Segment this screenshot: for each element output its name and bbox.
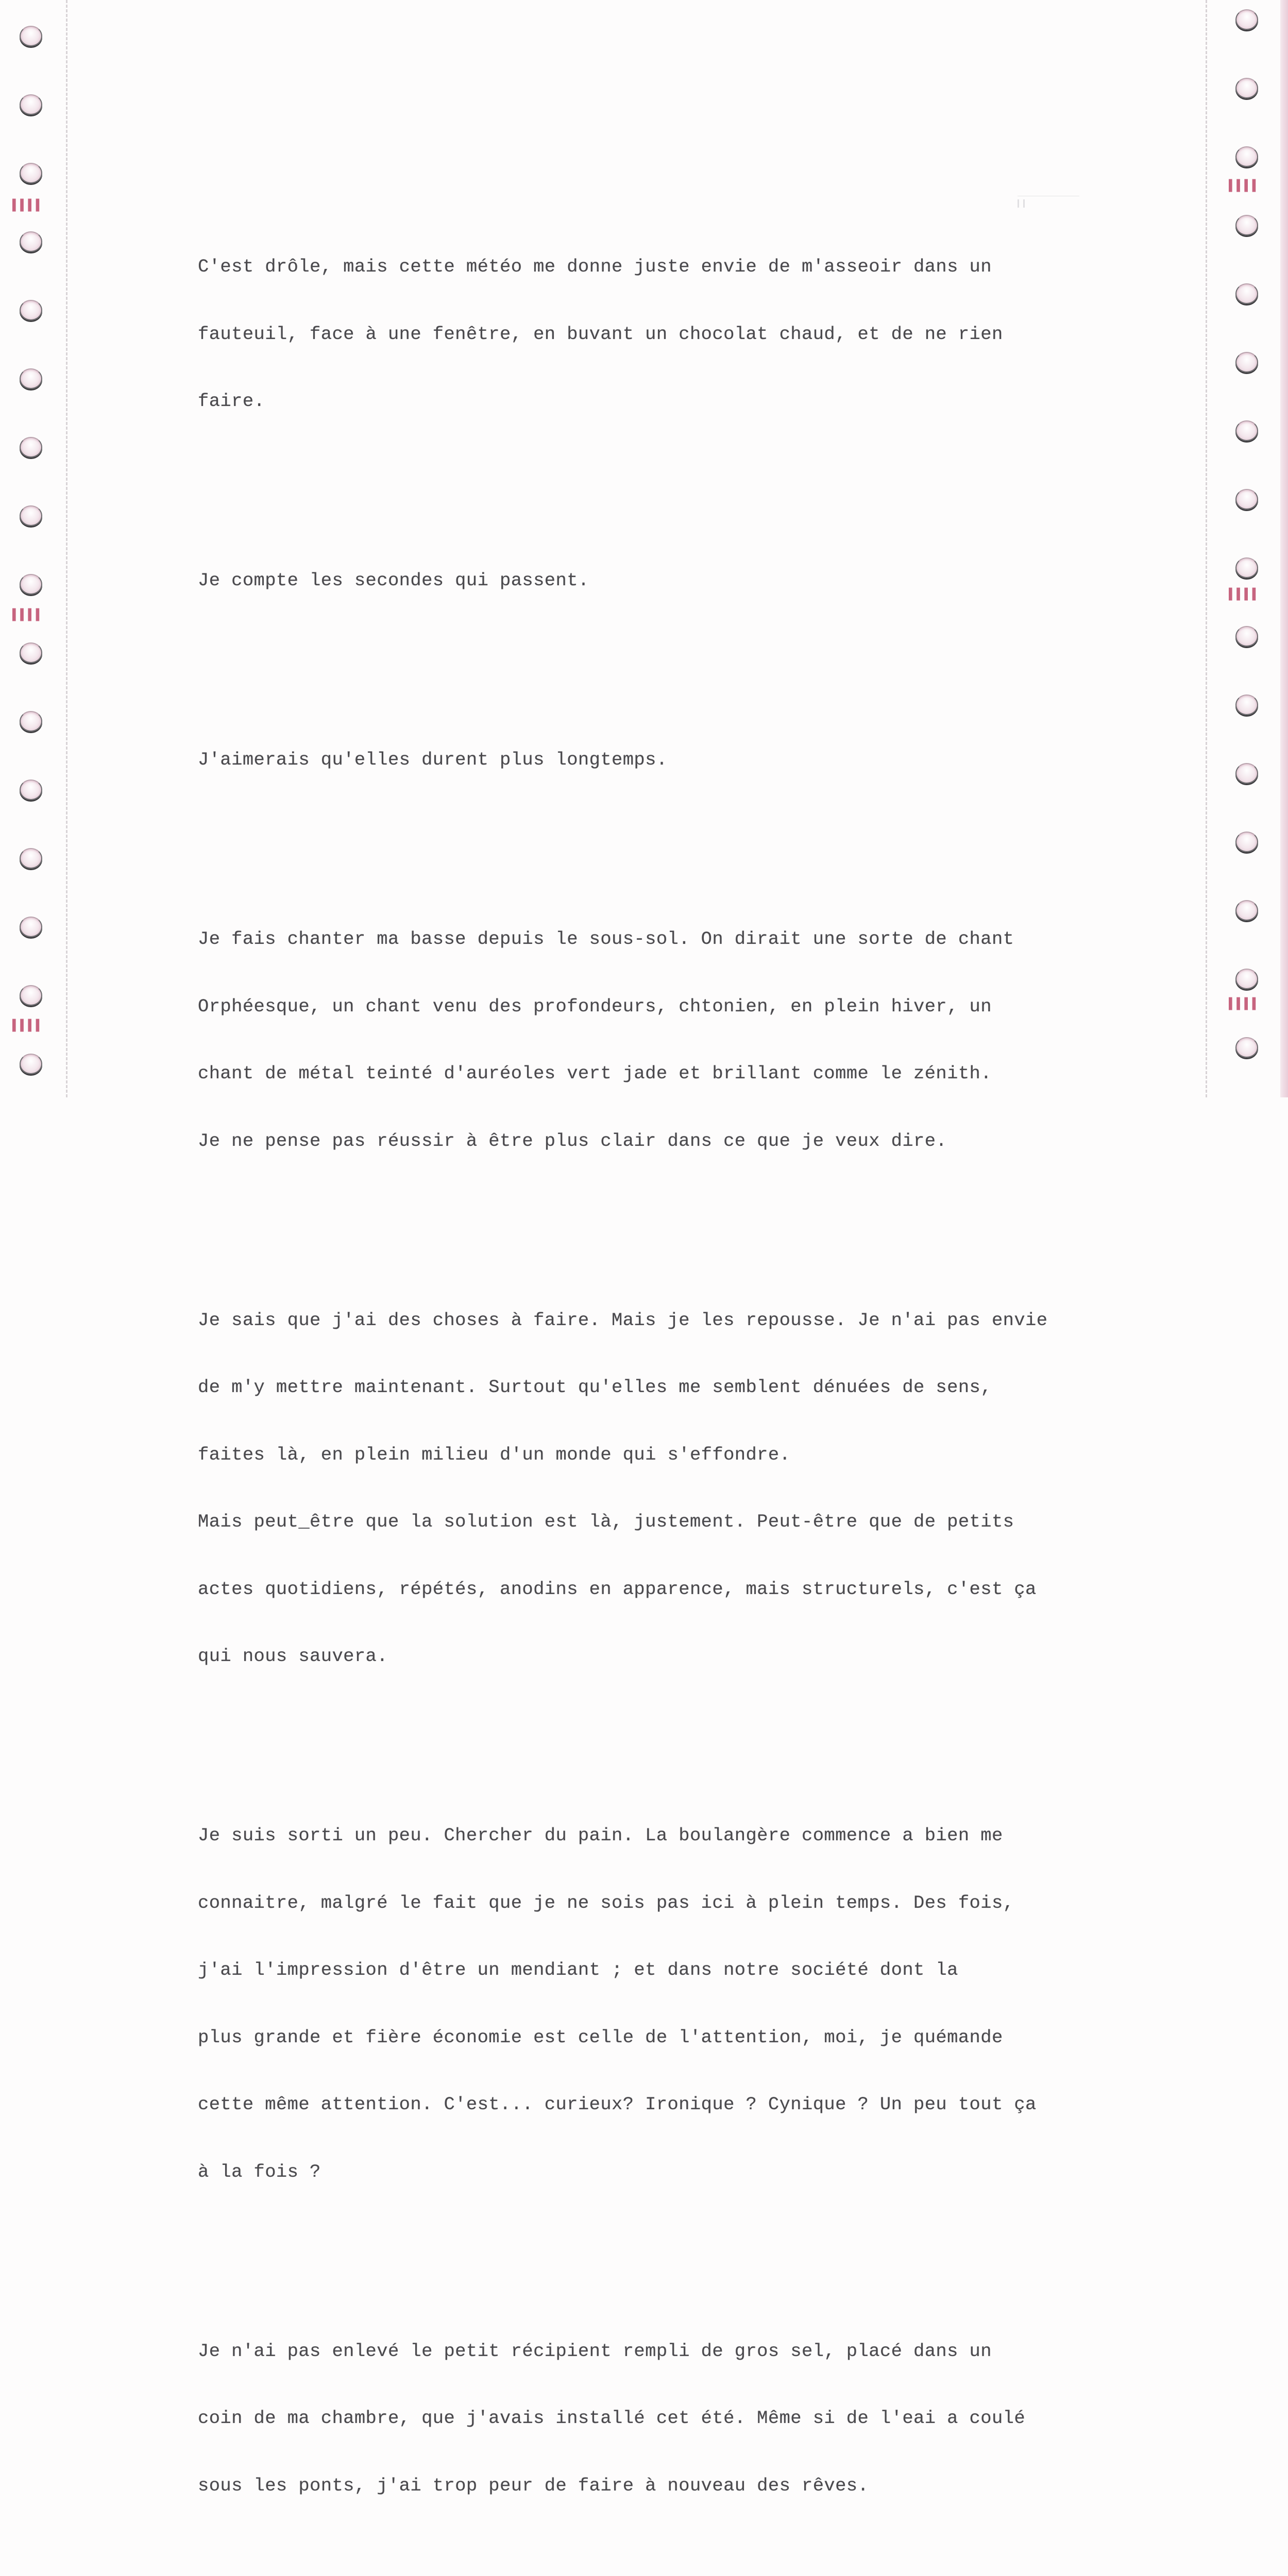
text-line: cette même attention. C'est... curieux? Ironique ? Cynique ? Un peu tout ça: [198, 2094, 1037, 2115]
paragraph-5: [198, 1264, 1084, 1713]
feed-hole: [20, 300, 42, 320]
feed-hole: [20, 848, 42, 869]
feed-hole: [20, 711, 42, 732]
feed-hole: [1235, 146, 1258, 167]
feed-hole: [1235, 626, 1258, 647]
feed-hole: [20, 642, 42, 663]
feed-hole: [1235, 832, 1258, 852]
feed-hole: [20, 985, 42, 1006]
paragraph-6: [198, 1780, 1084, 2228]
text-line: Orphéesque, un chant venu des profondeurs, chtonien, en plein hiver, un: [198, 995, 992, 1017]
perforation-mark: ▌▌▌▌: [1229, 588, 1260, 601]
feed-hole: [20, 94, 42, 115]
perforation-mark: ▌▌▌▌: [1229, 179, 1260, 192]
paragraph-7: [198, 2295, 1084, 2542]
feed-hole: [1235, 763, 1258, 784]
feed-hole: [1235, 489, 1258, 510]
text-line: faire.: [198, 391, 265, 412]
text-line: actes quotidiens, répétés, anodins en apparence, mais structurels, c'est ça: [198, 1578, 1037, 1600]
text-line: à la fois ?: [198, 2161, 321, 2182]
text-line: plus grande et fière économie est celle de l'attention, moi, je quémande: [198, 2026, 1003, 2048]
text-line: faites là, en plein milieu d'un monde qui s'effondre.: [198, 1444, 791, 1465]
left-perforation-line: [66, 0, 67, 1097]
text-line: Je n'ai pas enlevé le petit récipient rempli de gros sel, placé dans un: [198, 2340, 992, 2362]
feed-hole: [20, 437, 42, 457]
feed-hole: [20, 505, 42, 526]
feed-hole: [1235, 694, 1258, 715]
feed-hole: [20, 917, 42, 937]
feed-hole: [1235, 283, 1258, 304]
text-line: qui nous sauvera.: [198, 1646, 388, 1667]
feed-hole: [1235, 1037, 1258, 1058]
text-line: connaitre, malgré le fait que je ne sois pas ici à plein temps. Des fois,: [198, 1892, 1014, 1913]
text-line: Je compte les secondes qui passent.: [198, 570, 589, 591]
feed-hole: [20, 368, 42, 389]
text-line: Je ne pense pas réussir à être plus clair dans ce que je veux dire.: [198, 1130, 947, 1151]
feed-hole: [1235, 420, 1258, 441]
text-line: coin de ma chambre, que j'avais installé cet été. Même si de l'eai a coulé: [198, 2408, 1026, 2429]
feed-hole: [1235, 352, 1258, 372]
right-paper-edge: [1280, 0, 1288, 1097]
feed-hole: [20, 231, 42, 252]
text-line: J'aimerais qu'elles durent plus longtemps.: [198, 749, 668, 770]
feed-hole: [1235, 969, 1258, 989]
feed-hole: [20, 163, 42, 183]
feed-hole: [20, 26, 42, 46]
feed-hole: [1235, 900, 1258, 921]
feed-hole: [1235, 215, 1258, 235]
text-line: Je suis sorti un peu. Chercher du pain. La boulangère commence a bien me: [198, 1825, 1003, 1846]
feed-hole: [1235, 78, 1258, 98]
feed-hole: [1235, 557, 1258, 578]
text-line: j'ai l'impression d'être un mendiant ; et dans notre société dont la: [198, 1959, 958, 1980]
feed-hole: [20, 779, 42, 800]
text-line: Mais peut_être que la solution est là, justement. Peut-être que de petits: [198, 1511, 1014, 1532]
text-line: C'est drôle, mais cette météo me donne juste envie de m'asseoir dans un: [198, 256, 992, 277]
text-line: de m'y mettre maintenant. Surtout qu'elles me semblent dénuées de sens,: [198, 1377, 992, 1398]
feed-hole: [1235, 9, 1258, 30]
feed-hole: [20, 1054, 42, 1074]
text-line: Je sais que j'ai des choses à faire. Mais je les repousse. Je n'ai pas envie: [198, 1309, 1048, 1331]
perforation-mark: ▌▌▌▌: [12, 199, 44, 212]
perforation-mark: ▌▌▌▌: [12, 1019, 44, 1032]
text-line: Je fais chanter ma basse depuis le sous-sol. On dirait une sorte de chant: [198, 928, 1014, 950]
paragraph-4: [198, 883, 1084, 1197]
paragraph-1: [198, 211, 1084, 457]
perforation-mark: ▌▌▌▌: [12, 608, 44, 621]
text-line: sous les ponts, j'ai trop peur de faire à nouveau des rêves.: [198, 2475, 869, 2496]
right-perforation-line: [1206, 0, 1207, 1097]
paragraph-3: [198, 704, 1084, 816]
feed-hole: [20, 574, 42, 595]
text-line: chant de métal teinté d'auréoles vert jade et brillant comme le zénith.: [198, 1063, 992, 1084]
typed-text-body: [198, 166, 1084, 2576]
perforation-mark: ▌▌▌▌: [1229, 997, 1260, 1010]
paragraph-2: [198, 524, 1084, 637]
text-line: fauteuil, face à une fenêtre, en buvant un chocolat chaud, et de ne rien: [198, 323, 1003, 345]
